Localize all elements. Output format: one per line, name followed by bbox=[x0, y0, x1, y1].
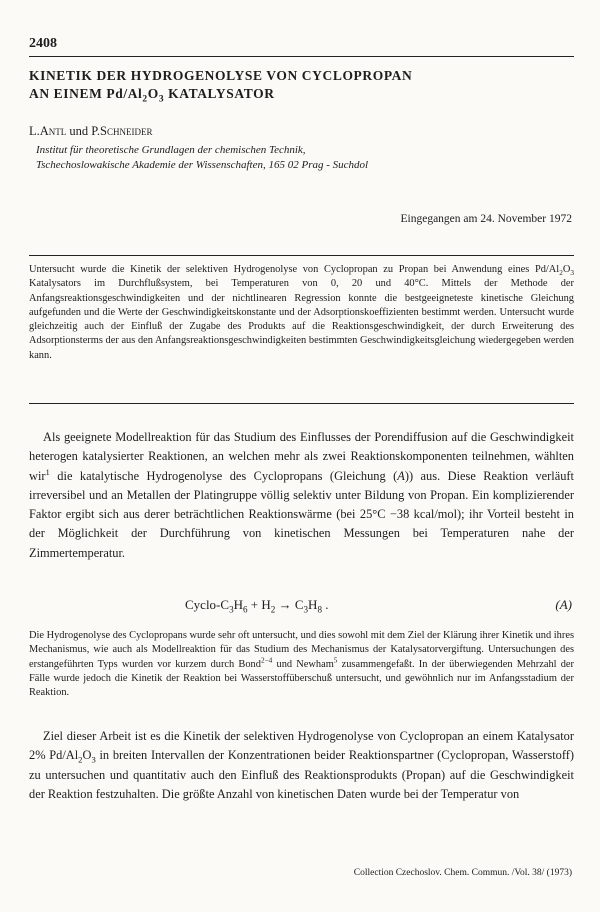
body-paragraph-2 bbox=[29, 727, 574, 804]
body-subscript: 2 bbox=[78, 754, 83, 765]
title-line-2-start: AN EINEM Pd/Al bbox=[29, 86, 143, 101]
body-1-text-1: Als geeignete Modellreaktion für das Studium des Einflusses der Porendiffusion auf die Geschwindigkeit heterogen katalysierter Reaktionen, an welchen mehr als zwei Reaktionskomponenten teilnehmen, wählten wir bbox=[29, 430, 574, 483]
eq-subscript: 6 bbox=[243, 604, 248, 615]
abstract-text-2: O bbox=[562, 264, 571, 275]
author-2-initial: P. bbox=[91, 124, 100, 138]
body-1-text-3: )) aus. Diese Reaktion verläuft irreversibel und an Metallen der Platingruppe völlig selektiv unter Bildung von Propan. Ein komplizierender Faktor ergibt sich aus derer beträchtlichen Reaktionswärme (bei 25°C −38 kcal/mol); ihr Vorteil besteht in der Möglichkeit der Durchführung von kinetischen Messungen bei Temperaturen nahe der Zimmertemperatur. bbox=[29, 468, 574, 560]
chemical-equation bbox=[185, 597, 328, 613]
equation-number: (A) bbox=[555, 597, 572, 612]
body-2-text-1: Ziel dieser Arbeit ist es die Kinetik der selektiven Hydrogenolyse von Cyclopropan an einem Katalysator 2% Pd/Al bbox=[29, 729, 574, 763]
body-2-text-2: O bbox=[82, 748, 92, 763]
abstract-rule-top bbox=[29, 255, 574, 256]
reference-superscript: 1 bbox=[45, 466, 50, 477]
abstract-rule-bottom bbox=[29, 403, 574, 404]
eq-period: . bbox=[321, 597, 329, 612]
abstract-text-1: Untersucht wurde die Kinetik der selektiven Hydrogenolyse von Cyclopropan zu Propan bei Anwendung eines Pd/Al bbox=[29, 264, 560, 275]
author-1-name: Antl bbox=[39, 124, 67, 138]
title-line-2 bbox=[29, 85, 574, 103]
affiliation-line-2: Tschechoslowakische Akademie der Wissenschaften, 165 02 Prag - Suchdol bbox=[36, 159, 369, 171]
small-print-paragraph bbox=[29, 629, 574, 700]
affiliation-line-1: Institut für theoretische Grundlagen der chemischen Technik, bbox=[36, 144, 306, 156]
note-text-3: zusammengefaßt. In der überwiegenden Mehrzahl der Fälle wurde jedoch die Kinetik der Reaktion bei Wasserstoffüberschuß untersucht, und gewöhnlich nur im Anfangsstadium der Reaktion. bbox=[29, 658, 574, 699]
author-2-name: Schneider bbox=[100, 124, 153, 138]
note-text-2: und Newham bbox=[272, 658, 334, 670]
eq-h: H bbox=[233, 597, 243, 612]
title-line-1: KINETIK DER HYDROGENOLYSE VON CYCLOPROPAN bbox=[29, 68, 413, 83]
received-date: Eingegangen am 24. November 1972 bbox=[400, 213, 572, 225]
abstract-subscript: 2 bbox=[559, 269, 563, 278]
header-rule bbox=[29, 56, 574, 57]
eq-subscript: 2 bbox=[270, 604, 276, 615]
eq-plus-h: + H bbox=[247, 597, 271, 612]
reference-superscript: 2−4 bbox=[260, 656, 273, 665]
author-line bbox=[29, 124, 152, 139]
equation-reference: A bbox=[397, 468, 405, 483]
title-subscript: 3 bbox=[158, 94, 165, 105]
journal-citation: Collection Czechoslov. Chem. Commun. /Vol. 38/ (1973) bbox=[353, 868, 572, 878]
eq-arrow-c: → C bbox=[275, 597, 304, 612]
article-title bbox=[29, 67, 574, 103]
eq-cyclo-c: Cyclo-C bbox=[185, 597, 230, 612]
abstract bbox=[29, 263, 574, 363]
eq-subscript: 8 bbox=[317, 604, 322, 615]
reference-superscript: 5 bbox=[333, 656, 338, 665]
title-line-2-end: KATALYSATOR bbox=[164, 86, 275, 101]
page-number: 2408 bbox=[29, 36, 57, 51]
title-oxygen: O bbox=[147, 86, 159, 101]
title-subscript: 2 bbox=[142, 94, 148, 105]
author-conjunction: und bbox=[66, 124, 92, 138]
body-2-text-3: in breiten Intervallen der Konzentrationen beider Reaktionspartner (Cyclopropan, Wasserstoff) zu untersuchen und quantitativ auch den Einfluß des Reaktionsprodukts (Propan) auf die Geschwindigkeit der Reaktion festzuhalten. Die größte Anzahl von kinetischen Daten wurde bei der Temperatur von bbox=[29, 748, 574, 801]
abstract-subscript: 3 bbox=[570, 269, 574, 278]
abstract-text-3: Katalysators im Durchflußsystem, bei Temperaturen von 0, 20 und 40°C. Mittels der Methode der Anfangsreaktionsgeschwindigkeiten und der nichtlinearen Regression konnte die bestgeeigneteste kinetische Gleichung aufgefunden und die Werte der Geschwindigkeitskonstante und der Adsorptionskoeffizienten bestimmt werden. Untersucht wurde gleichzeitig auch der Einfluß der Zugabe des Produkts auf die Reaktionsgeschwindigkeit, der durch Erweiterung des Adsorptionsterms der aus den Anfangsreaktionsgeschwindigkeiten bestimmten Geschwindigkeitsgleichung wiedergegeben werden kann. bbox=[29, 278, 574, 361]
body-1-text-2: die katalytische Hydrogenolyse des Cyclopropans (Gleichung ( bbox=[49, 468, 398, 483]
affiliation bbox=[36, 143, 576, 173]
eq-subscript: 3 bbox=[229, 604, 234, 615]
author-1-initial: L. bbox=[29, 124, 40, 138]
eq-h-product: H bbox=[308, 597, 318, 612]
note-text-1: Die Hydrogenolyse des Cyclopropans wurde sehr oft untersucht, und dies sowohl mit dem Ziel der Klärung ihrer Kinetik und ihres Mechanismus, wie auch als Modellreaktion für das Studium des Mechanismus der Katalysatorvergiftung. Untersuchungen des erstangeführten Typs wurden vor kurzem durch Bond bbox=[29, 630, 574, 670]
eq-subscript: 3 bbox=[303, 604, 309, 615]
body-paragraph-1 bbox=[29, 428, 574, 563]
body-subscript: 3 bbox=[91, 754, 96, 765]
